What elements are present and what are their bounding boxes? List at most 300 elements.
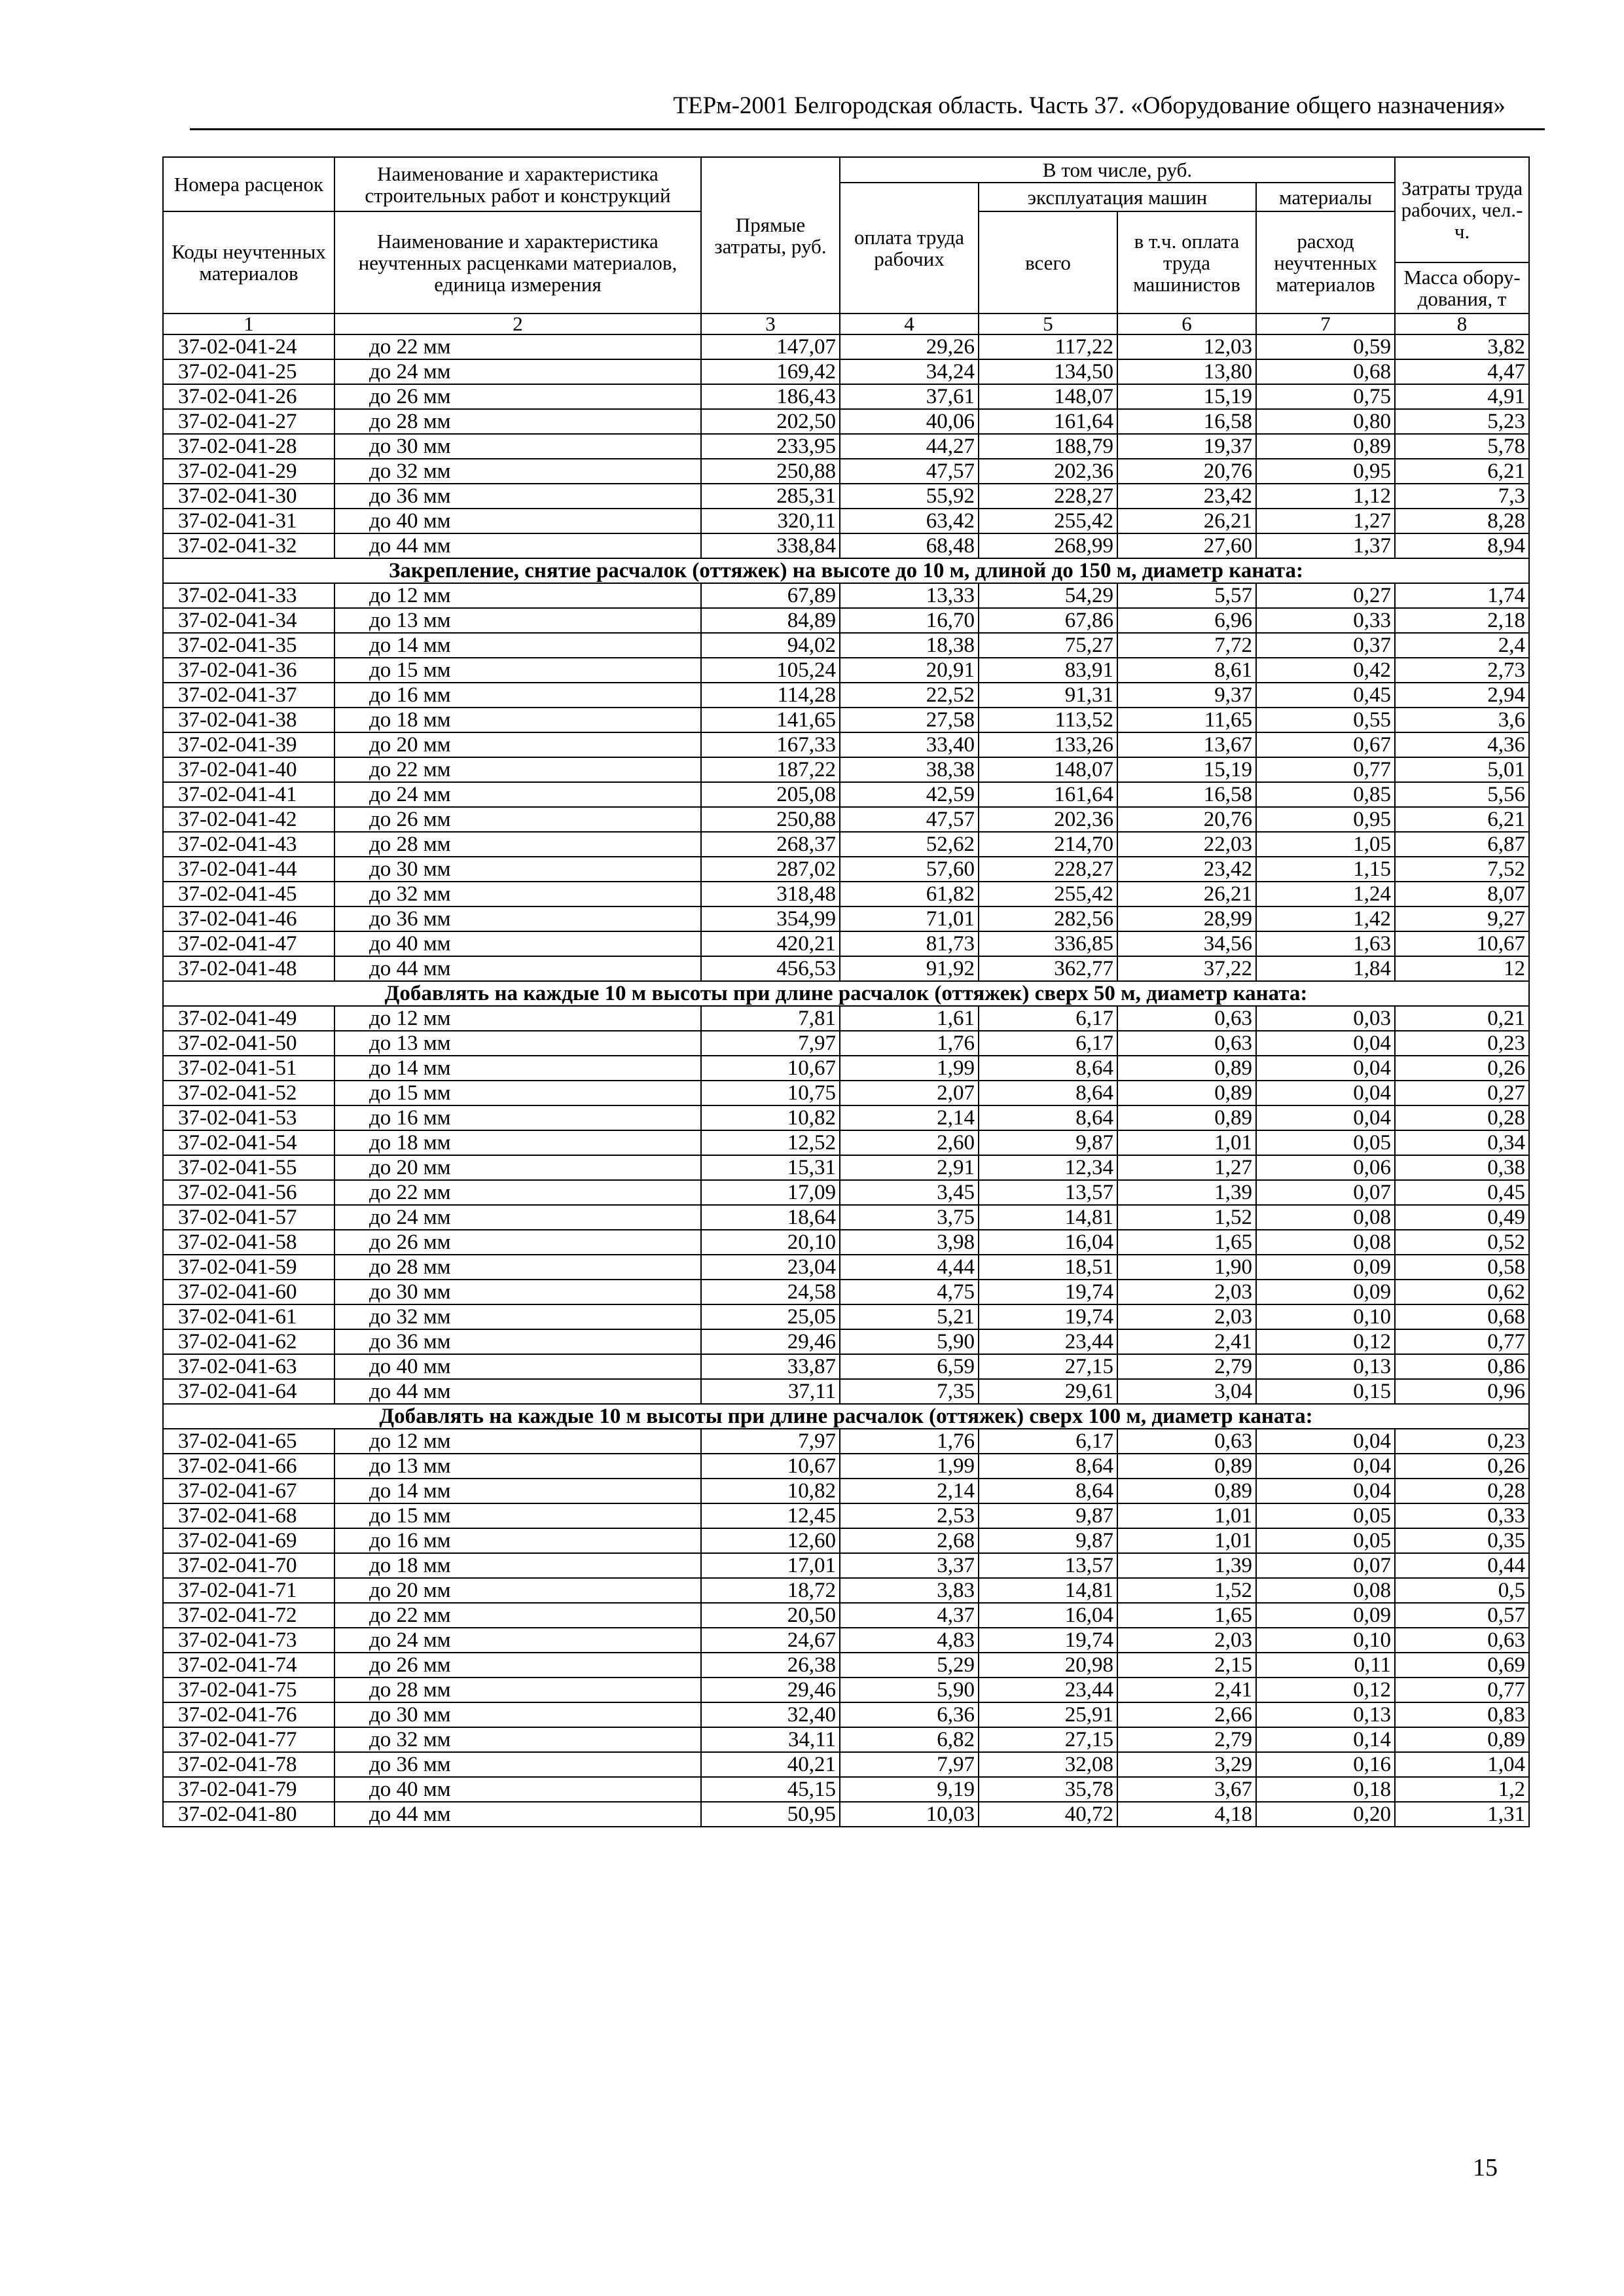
labor-hours: 6,87 xyxy=(1395,832,1529,857)
column-number: 1 xyxy=(163,314,334,334)
labor-hours: 8,94 xyxy=(1395,533,1529,558)
materials: 1,15 xyxy=(1256,857,1395,882)
direct-cost: 12,45 xyxy=(701,1503,840,1528)
rate-code: 37-02-041-36 xyxy=(163,658,334,683)
machinists-pay: 4,18 xyxy=(1117,1802,1256,1827)
labor-pay: 42,59 xyxy=(840,782,979,807)
labor-pay: 3,37 xyxy=(840,1553,979,1578)
materials: 0,04 xyxy=(1256,1105,1395,1130)
machinists-pay: 2,79 xyxy=(1117,1727,1256,1752)
machines-total: 9,87 xyxy=(979,1503,1117,1528)
rate-code: 37-02-041-76 xyxy=(163,1702,334,1727)
machines-total: 134,50 xyxy=(979,359,1117,384)
table-row xyxy=(163,658,1529,683)
page-number: 15 xyxy=(1473,2154,1498,2181)
labor-hours: 0,35 xyxy=(1395,1528,1529,1553)
labor-pay: 7,97 xyxy=(840,1752,979,1777)
direct-cost: 17,09 xyxy=(701,1180,840,1205)
rate-name: до 20 мм xyxy=(334,732,701,757)
materials: 0,80 xyxy=(1256,409,1395,434)
direct-cost: 10,82 xyxy=(701,1479,840,1503)
table-row xyxy=(163,633,1529,658)
rate-code: 37-02-041-52 xyxy=(163,1081,334,1105)
machines-total: 6,17 xyxy=(979,1031,1117,1056)
machinists-pay: 13,67 xyxy=(1117,732,1256,757)
labor-hours: 7,52 xyxy=(1395,857,1529,882)
rate-code: 37-02-041-71 xyxy=(163,1578,334,1603)
materials: 0,59 xyxy=(1256,334,1395,359)
machinists-pay: 19,37 xyxy=(1117,434,1256,459)
machines-total: 161,64 xyxy=(979,782,1117,807)
machines-total: 9,87 xyxy=(979,1130,1117,1155)
table-row xyxy=(163,1429,1529,1454)
materials: 0,05 xyxy=(1256,1503,1395,1528)
machinists-pay: 2,03 xyxy=(1117,1280,1256,1304)
labor-hours: 6,21 xyxy=(1395,807,1529,832)
labor-hours: 0,62 xyxy=(1395,1280,1529,1304)
machines-total: 148,07 xyxy=(979,384,1117,409)
direct-cost: 169,42 xyxy=(701,359,840,384)
rate-code: 37-02-041-41 xyxy=(163,782,334,807)
labor-hours: 1,74 xyxy=(1395,583,1529,608)
rate-code: 37-02-041-78 xyxy=(163,1752,334,1777)
rate-code: 37-02-041-72 xyxy=(163,1603,334,1628)
table-row xyxy=(163,1354,1529,1379)
direct-cost: 94,02 xyxy=(701,633,840,658)
table-row xyxy=(163,732,1529,757)
labor-hours: 0,34 xyxy=(1395,1130,1529,1155)
machinists-pay: 0,63 xyxy=(1117,1429,1256,1454)
rate-code: 37-02-041-29 xyxy=(163,459,334,484)
machinists-pay: 2,79 xyxy=(1117,1354,1256,1379)
labor-hours: 0,28 xyxy=(1395,1105,1529,1130)
labor-pay: 1,76 xyxy=(840,1031,979,1056)
machines-total: 133,26 xyxy=(979,732,1117,757)
column-numbers-row xyxy=(163,314,1529,334)
labor-pay: 2,91 xyxy=(840,1155,979,1180)
table-row xyxy=(163,1503,1529,1528)
labor-hours: 8,07 xyxy=(1395,882,1529,906)
machines-total: 13,57 xyxy=(979,1180,1117,1205)
machinists-pay: 5,57 xyxy=(1117,583,1256,608)
table-row xyxy=(163,1081,1529,1105)
labor-hours: 10,67 xyxy=(1395,931,1529,956)
materials: 0,08 xyxy=(1256,1230,1395,1255)
labor-pay: 10,03 xyxy=(840,1802,979,1827)
machines-total: 9,87 xyxy=(979,1528,1117,1553)
table-row xyxy=(163,359,1529,384)
machines-total: 23,44 xyxy=(979,1677,1117,1702)
direct-cost: 420,21 xyxy=(701,931,840,956)
direct-cost: 105,24 xyxy=(701,658,840,683)
labor-hours: 1,04 xyxy=(1395,1752,1529,1777)
machinists-pay: 9,37 xyxy=(1117,683,1256,708)
direct-cost: 141,65 xyxy=(701,708,840,732)
table-row xyxy=(163,1180,1529,1205)
labor-hours: 0,21 xyxy=(1395,1006,1529,1031)
materials: 0,15 xyxy=(1256,1379,1395,1404)
labor-pay: 37,61 xyxy=(840,384,979,409)
labor-hours: 0,83 xyxy=(1395,1702,1529,1727)
table-row xyxy=(163,906,1529,931)
machines-total: 6,17 xyxy=(979,1429,1117,1454)
machines-total: 14,81 xyxy=(979,1205,1117,1230)
table-row xyxy=(163,608,1529,633)
table-row xyxy=(163,1329,1529,1354)
rate-name: до 22 мм xyxy=(334,334,701,359)
column-number: 3 xyxy=(701,314,840,334)
labor-hours: 0,49 xyxy=(1395,1205,1529,1230)
labor-pay: 2,07 xyxy=(840,1081,979,1105)
machinists-pay: 1,52 xyxy=(1117,1578,1256,1603)
labor-pay: 4,75 xyxy=(840,1280,979,1304)
machinists-pay: 26,21 xyxy=(1117,882,1256,906)
rate-name: до 28 мм xyxy=(334,1677,701,1702)
rate-code: 37-02-041-31 xyxy=(163,509,334,533)
machines-total: 188,79 xyxy=(979,434,1117,459)
materials: 0,04 xyxy=(1256,1479,1395,1503)
rate-code: 37-02-041-63 xyxy=(163,1354,334,1379)
rate-name: до 15 мм xyxy=(334,1503,701,1528)
rate-name: до 40 мм xyxy=(334,1777,701,1802)
machines-total: 228,27 xyxy=(979,857,1117,882)
materials: 0,05 xyxy=(1256,1130,1395,1155)
materials: 1,37 xyxy=(1256,533,1395,558)
labor-pay: 55,92 xyxy=(840,484,979,509)
labor-pay: 1,76 xyxy=(840,1429,979,1454)
machines-total: 202,36 xyxy=(979,807,1117,832)
rate-name: до 44 мм xyxy=(334,956,701,981)
materials: 0,05 xyxy=(1256,1528,1395,1553)
table-row xyxy=(163,832,1529,857)
materials: 0,95 xyxy=(1256,459,1395,484)
labor-pay: 16,70 xyxy=(840,608,979,633)
machines-total: 228,27 xyxy=(979,484,1117,509)
materials: 1,84 xyxy=(1256,956,1395,981)
materials: 1,12 xyxy=(1256,484,1395,509)
materials: 0,45 xyxy=(1256,683,1395,708)
labor-hours: 0,77 xyxy=(1395,1677,1529,1702)
machinists-pay: 1,52 xyxy=(1117,1205,1256,1230)
rate-name: до 36 мм xyxy=(334,484,701,509)
column-number: 2 xyxy=(334,314,701,334)
machines-total: 20,98 xyxy=(979,1653,1117,1677)
direct-cost: 37,11 xyxy=(701,1379,840,1404)
rate-code: 37-02-041-59 xyxy=(163,1255,334,1280)
direct-cost: 45,15 xyxy=(701,1777,840,1802)
labor-hours: 5,56 xyxy=(1395,782,1529,807)
machines-total: 8,64 xyxy=(979,1479,1117,1503)
labor-hours: 0,33 xyxy=(1395,1503,1529,1528)
direct-cost: 18,72 xyxy=(701,1578,840,1603)
running-header: ТЕРм-2001 Белгородская область. Часть 37. «Оборудование общего назначения» xyxy=(673,92,1506,119)
machines-total: 19,74 xyxy=(979,1280,1117,1304)
rate-code: 37-02-041-67 xyxy=(163,1479,334,1503)
direct-cost: 33,87 xyxy=(701,1354,840,1379)
rate-code: 37-02-041-30 xyxy=(163,484,334,509)
rate-name: до 13 мм xyxy=(334,608,701,633)
table-row xyxy=(163,1603,1529,1628)
machinists-pay: 20,76 xyxy=(1117,807,1256,832)
labor-hours: 0,69 xyxy=(1395,1653,1529,1677)
materials: 0,09 xyxy=(1256,1255,1395,1280)
machines-total: 8,64 xyxy=(979,1056,1117,1081)
machines-total: 23,44 xyxy=(979,1329,1117,1354)
rate-name: до 36 мм xyxy=(334,906,701,931)
labor-hours: 0,28 xyxy=(1395,1479,1529,1503)
direct-cost: 250,88 xyxy=(701,459,840,484)
rate-name: до 44 мм xyxy=(334,1379,701,1404)
direct-cost: 40,21 xyxy=(701,1752,840,1777)
machinists-pay: 3,67 xyxy=(1117,1777,1256,1802)
direct-cost: 7,97 xyxy=(701,1031,840,1056)
machinists-pay: 23,42 xyxy=(1117,857,1256,882)
labor-pay: 6,59 xyxy=(840,1354,979,1379)
header-naim-top: Наименование и характеристика строительных работ и конструкций xyxy=(334,157,701,211)
machines-total: 32,08 xyxy=(979,1752,1117,1777)
rate-code: 37-02-041-60 xyxy=(163,1280,334,1304)
rate-name: до 18 мм xyxy=(334,1130,701,1155)
table-row xyxy=(163,857,1529,882)
labor-pay: 18,38 xyxy=(840,633,979,658)
rate-code: 37-02-041-61 xyxy=(163,1304,334,1329)
table-row xyxy=(163,1578,1529,1603)
direct-cost: 456,53 xyxy=(701,956,840,981)
header-zatraty: Затраты труда рабочих, чел.-ч. xyxy=(1395,157,1529,262)
machines-total: 16,04 xyxy=(979,1230,1117,1255)
machinists-pay: 1,27 xyxy=(1117,1155,1256,1180)
rate-name: до 44 мм xyxy=(334,533,701,558)
labor-pay: 22,52 xyxy=(840,683,979,708)
labor-hours: 2,18 xyxy=(1395,608,1529,633)
machines-total: 54,29 xyxy=(979,583,1117,608)
table-row xyxy=(163,1702,1529,1727)
materials: 0,12 xyxy=(1256,1329,1395,1354)
labor-pay: 63,42 xyxy=(840,509,979,533)
machines-total: 8,64 xyxy=(979,1105,1117,1130)
rate-name: до 24 мм xyxy=(334,1205,701,1230)
machinists-pay: 0,89 xyxy=(1117,1105,1256,1130)
header-vtch: в т.ч. оплата труда машинистов xyxy=(1117,211,1256,314)
labor-pay: 44,27 xyxy=(840,434,979,459)
rate-code: 37-02-041-70 xyxy=(163,1553,334,1578)
labor-hours: 0,45 xyxy=(1395,1180,1529,1205)
section-row xyxy=(163,1404,1529,1429)
rate-code: 37-02-041-57 xyxy=(163,1205,334,1230)
materials: 0,68 xyxy=(1256,359,1395,384)
header-v-tom-chisle: В том числе, руб. xyxy=(840,157,1395,183)
materials: 0,77 xyxy=(1256,757,1395,782)
labor-hours: 0,57 xyxy=(1395,1603,1529,1628)
labor-pay: 5,29 xyxy=(840,1653,979,1677)
rate-code: 37-02-041-48 xyxy=(163,956,334,981)
rate-name: до 13 мм xyxy=(334,1031,701,1056)
header-nomera: Номера расценок xyxy=(163,157,334,211)
materials: 1,24 xyxy=(1256,882,1395,906)
machinists-pay: 13,80 xyxy=(1117,359,1256,384)
labor-pay: 68,48 xyxy=(840,533,979,558)
direct-cost: 32,40 xyxy=(701,1702,840,1727)
labor-pay: 81,73 xyxy=(840,931,979,956)
column-number: 5 xyxy=(979,314,1117,334)
direct-cost: 186,43 xyxy=(701,384,840,409)
rate-code: 37-02-041-37 xyxy=(163,683,334,708)
direct-cost: 24,67 xyxy=(701,1628,840,1653)
machines-total: 255,42 xyxy=(979,882,1117,906)
labor-pay: 2,53 xyxy=(840,1503,979,1528)
header-rule xyxy=(190,128,1545,130)
machinists-pay: 7,72 xyxy=(1117,633,1256,658)
rate-name: до 24 мм xyxy=(334,1628,701,1653)
materials: 1,27 xyxy=(1256,509,1395,533)
table-row xyxy=(163,1205,1529,1230)
rate-name: до 14 мм xyxy=(334,633,701,658)
machinists-pay: 20,76 xyxy=(1117,459,1256,484)
table-head xyxy=(163,157,1529,334)
rate-code: 37-02-041-51 xyxy=(163,1056,334,1081)
machines-total: 214,70 xyxy=(979,832,1117,857)
table-row xyxy=(163,1105,1529,1130)
direct-cost: 10,67 xyxy=(701,1056,840,1081)
machines-total: 35,78 xyxy=(979,1777,1117,1802)
rate-code: 37-02-041-54 xyxy=(163,1130,334,1155)
rate-name: до 16 мм xyxy=(334,1105,701,1130)
table-row xyxy=(163,384,1529,409)
table-row xyxy=(163,1230,1529,1255)
materials: 0,07 xyxy=(1256,1553,1395,1578)
direct-cost: 20,10 xyxy=(701,1230,840,1255)
direct-cost: 20,50 xyxy=(701,1603,840,1628)
rate-name: до 15 мм xyxy=(334,658,701,683)
rate-code: 37-02-041-62 xyxy=(163,1329,334,1354)
rate-name: до 28 мм xyxy=(334,409,701,434)
rate-code: 37-02-041-35 xyxy=(163,633,334,658)
machinists-pay: 3,04 xyxy=(1117,1379,1256,1404)
rate-code: 37-02-041-45 xyxy=(163,882,334,906)
labor-pay: 4,44 xyxy=(840,1255,979,1280)
rate-name: до 16 мм xyxy=(334,683,701,708)
labor-pay: 3,75 xyxy=(840,1205,979,1230)
machines-total: 113,52 xyxy=(979,708,1117,732)
machines-total: 67,86 xyxy=(979,608,1117,633)
labor-hours: 2,73 xyxy=(1395,658,1529,683)
labor-hours: 0,5 xyxy=(1395,1578,1529,1603)
table-row xyxy=(163,459,1529,484)
section-row xyxy=(163,558,1529,583)
machinists-pay: 0,89 xyxy=(1117,1479,1256,1503)
labor-pay: 47,57 xyxy=(840,459,979,484)
rate-name: до 20 мм xyxy=(334,1155,701,1180)
materials: 0,10 xyxy=(1256,1304,1395,1329)
machinists-pay: 16,58 xyxy=(1117,782,1256,807)
rate-name: до 14 мм xyxy=(334,1056,701,1081)
machines-total: 75,27 xyxy=(979,633,1117,658)
materials: 0,07 xyxy=(1256,1180,1395,1205)
labor-pay: 91,92 xyxy=(840,956,979,981)
table-row xyxy=(163,1528,1529,1553)
labor-hours: 12 xyxy=(1395,956,1529,981)
table-row xyxy=(163,509,1529,533)
labor-hours: 0,89 xyxy=(1395,1727,1529,1752)
materials: 1,63 xyxy=(1256,931,1395,956)
labor-hours: 5,23 xyxy=(1395,409,1529,434)
labor-hours: 0,23 xyxy=(1395,1429,1529,1454)
labor-pay: 5,90 xyxy=(840,1329,979,1354)
labor-hours: 8,28 xyxy=(1395,509,1529,533)
labor-hours: 0,63 xyxy=(1395,1628,1529,1653)
table-row xyxy=(163,708,1529,732)
machines-total: 27,15 xyxy=(979,1354,1117,1379)
labor-hours: 0,68 xyxy=(1395,1304,1529,1329)
rate-code: 37-02-041-75 xyxy=(163,1677,334,1702)
machinists-pay: 0,63 xyxy=(1117,1006,1256,1031)
rate-name: до 44 мм xyxy=(334,1802,701,1827)
rate-name: до 32 мм xyxy=(334,882,701,906)
labor-pay: 2,60 xyxy=(840,1130,979,1155)
direct-cost: 287,02 xyxy=(701,857,840,882)
rate-code: 37-02-041-25 xyxy=(163,359,334,384)
rate-code: 37-02-041-39 xyxy=(163,732,334,757)
table-row xyxy=(163,882,1529,906)
rate-name: до 12 мм xyxy=(334,583,701,608)
machinists-pay: 3,29 xyxy=(1117,1752,1256,1777)
header-materialy: материалы xyxy=(1256,183,1395,211)
labor-pay: 33,40 xyxy=(840,732,979,757)
labor-hours: 6,21 xyxy=(1395,459,1529,484)
materials: 0,04 xyxy=(1256,1454,1395,1479)
machines-total: 336,85 xyxy=(979,931,1117,956)
table-row xyxy=(163,1553,1529,1578)
rate-code: 37-02-041-34 xyxy=(163,608,334,633)
direct-cost: 26,38 xyxy=(701,1653,840,1677)
table-row xyxy=(163,409,1529,434)
machines-total: 202,36 xyxy=(979,459,1117,484)
table-row xyxy=(163,1304,1529,1329)
rate-name: до 30 мм xyxy=(334,1280,701,1304)
machines-total: 29,61 xyxy=(979,1379,1117,1404)
rate-code: 37-02-041-40 xyxy=(163,757,334,782)
machinists-pay: 1,65 xyxy=(1117,1603,1256,1628)
direct-cost: 205,08 xyxy=(701,782,840,807)
rate-name: до 30 мм xyxy=(334,857,701,882)
direct-cost: 12,60 xyxy=(701,1528,840,1553)
table-row xyxy=(163,757,1529,782)
labor-hours: 0,26 xyxy=(1395,1454,1529,1479)
labor-hours: 4,36 xyxy=(1395,732,1529,757)
materials: 0,04 xyxy=(1256,1429,1395,1454)
labor-hours: 3,6 xyxy=(1395,708,1529,732)
materials: 0,14 xyxy=(1256,1727,1395,1752)
direct-cost: 268,37 xyxy=(701,832,840,857)
rate-code: 37-02-041-44 xyxy=(163,857,334,882)
rate-name: до 18 мм xyxy=(334,708,701,732)
labor-hours: 9,27 xyxy=(1395,906,1529,931)
rate-code: 37-02-041-47 xyxy=(163,931,334,956)
materials: 0,16 xyxy=(1256,1752,1395,1777)
labor-hours: 4,91 xyxy=(1395,384,1529,409)
rate-name: до 40 мм xyxy=(334,931,701,956)
table-row xyxy=(163,1255,1529,1280)
header-naim-bottom: Наименование и характеристика неучтенных расценками материалов, единица измерения xyxy=(334,211,701,314)
rate-name: до 22 мм xyxy=(334,1603,701,1628)
labor-pay: 47,57 xyxy=(840,807,979,832)
column-number: 8 xyxy=(1395,314,1529,334)
materials: 0,20 xyxy=(1256,1802,1395,1827)
direct-cost: 10,67 xyxy=(701,1454,840,1479)
machines-total: 19,74 xyxy=(979,1304,1117,1329)
rate-name: до 40 мм xyxy=(334,1354,701,1379)
materials: 0,18 xyxy=(1256,1777,1395,1802)
